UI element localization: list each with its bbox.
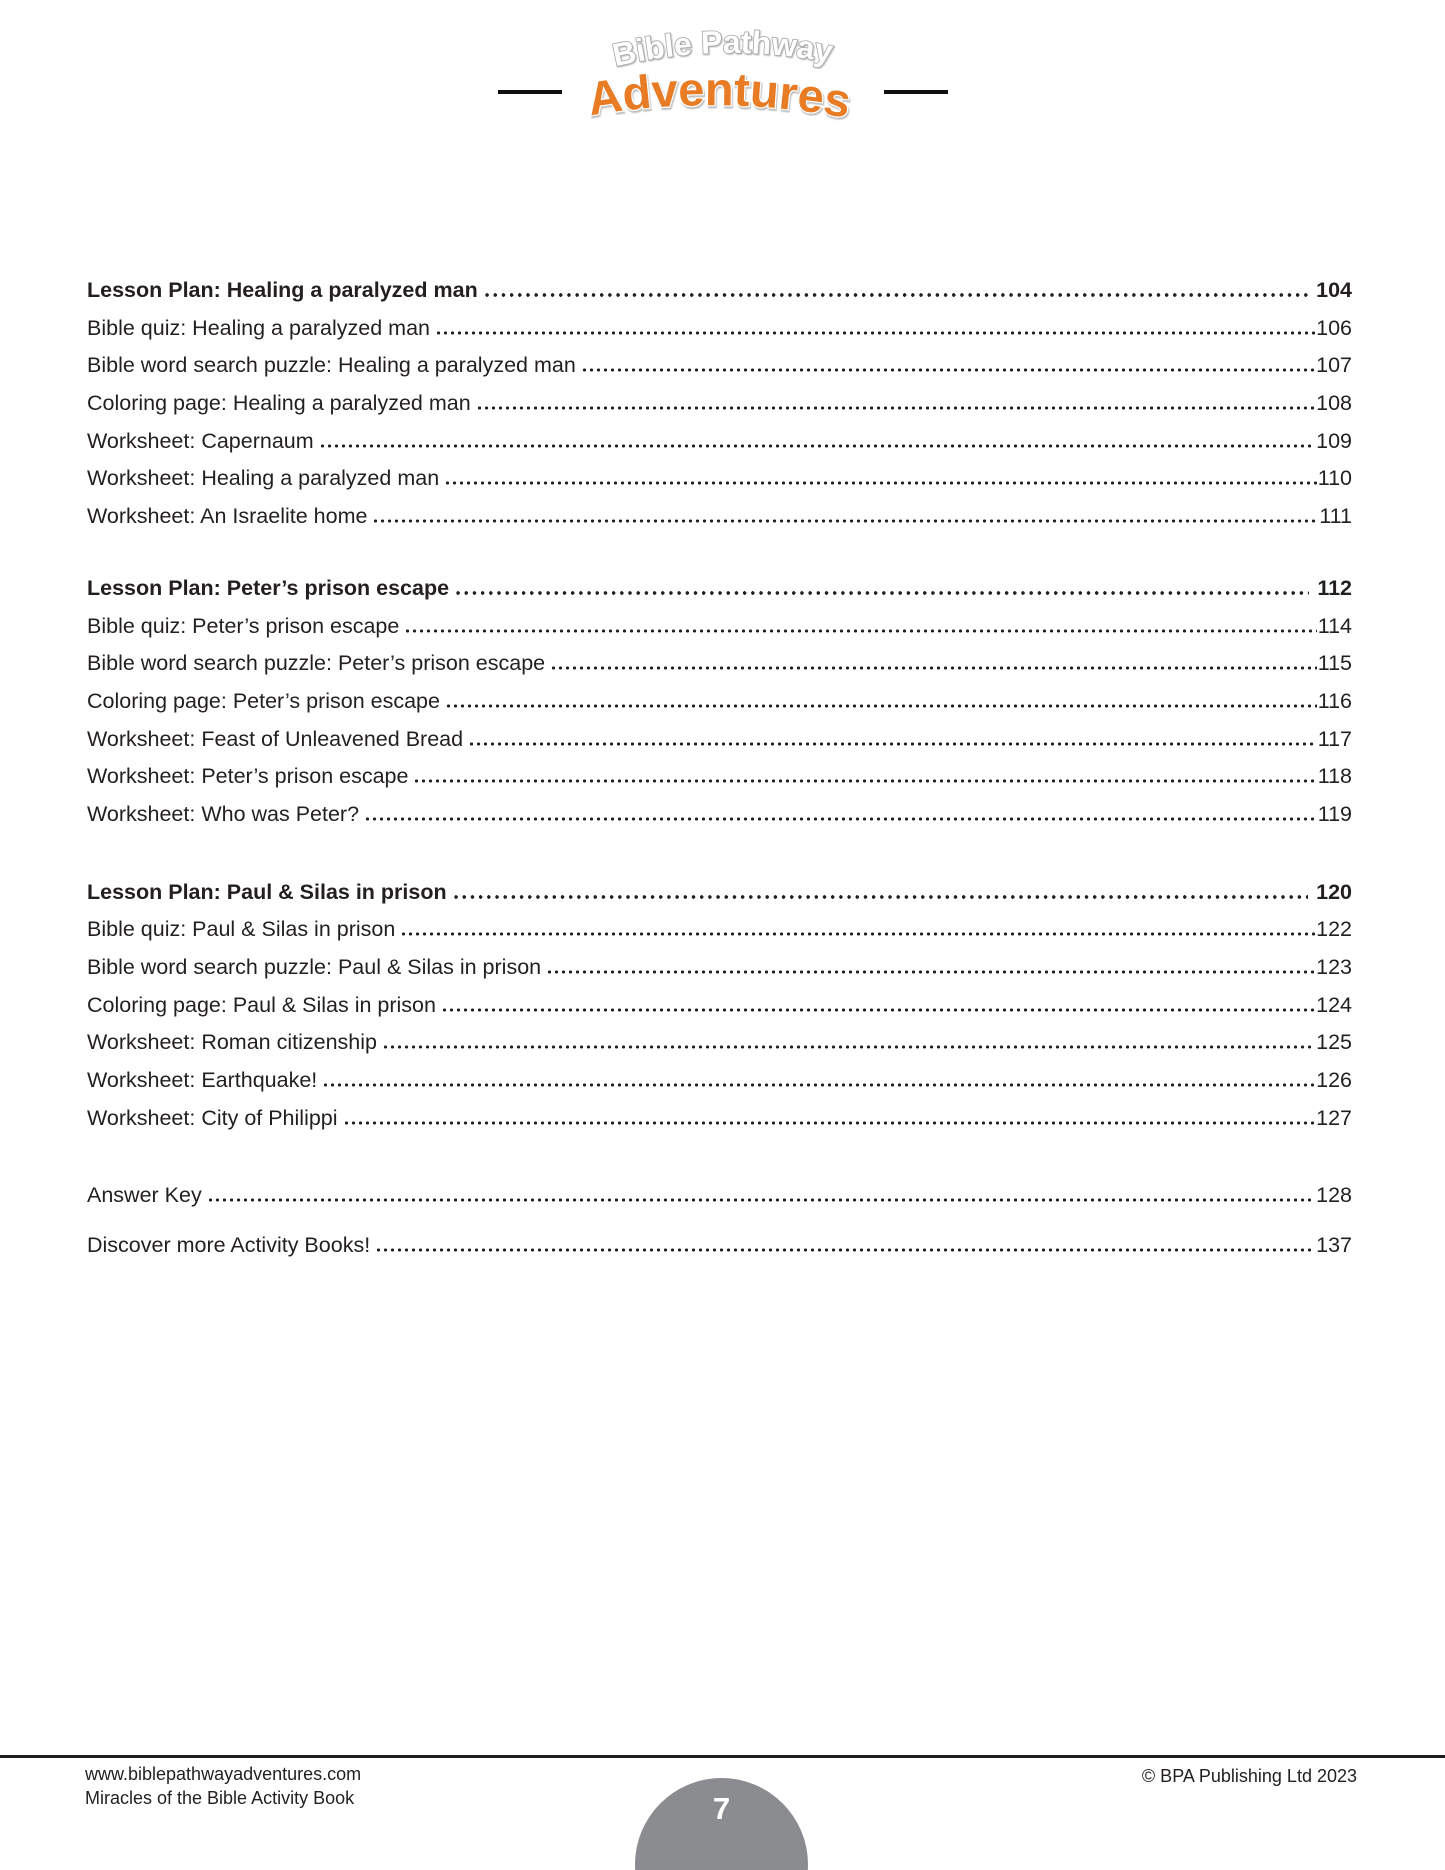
dot-leader [550, 666, 1317, 670]
toc-entry-page: 110 [1317, 466, 1352, 491]
toc-entry[interactable] [87, 353, 1352, 391]
toc-entry-label: Bible quiz: Healing a paralyzed man [87, 315, 431, 340]
dot-leader [546, 970, 1315, 974]
dot-leader [476, 406, 1315, 410]
page-number-badge [635, 1778, 808, 1870]
toc-entry-label: Worksheet: Roman citizenship [87, 1030, 377, 1055]
toc-entry-page: 119 [1317, 801, 1352, 826]
dot-leader [452, 895, 1309, 899]
logo-graphic [493, 24, 953, 136]
toc-section-healing-a-paralyzed-man [87, 278, 1352, 542]
dot-leader [483, 293, 1308, 297]
bible-pathway-adventures-logo [493, 24, 953, 141]
toc-entry-label: Coloring page: Peter’s prison escape [87, 688, 440, 713]
dot-leader [581, 368, 1315, 372]
dot-leader [375, 1248, 1315, 1252]
toc-entry[interactable] [87, 727, 1352, 765]
footer-left-block [85, 1763, 361, 1810]
toc-entry[interactable] [87, 316, 1352, 354]
dot-leader [435, 331, 1315, 335]
toc-entry-page: 114 [1317, 613, 1352, 638]
dot-leader [454, 591, 1309, 595]
dot-leader [322, 1083, 1315, 1087]
toc-entry[interactable] [87, 880, 1352, 918]
toc-entry-label: Lesson Plan: Peter’s prison escape [87, 575, 450, 600]
toc-entry-label: Worksheet: Capernaum [87, 428, 314, 453]
dot-leader [207, 1198, 1315, 1202]
toc-entry-label: Bible word search puzzle: Peter’s prison escape [87, 651, 546, 676]
footer-book-title: Miracles of the Bible Activity Book [85, 1787, 355, 1808]
dot-leader [404, 629, 1316, 633]
toc-entry-page: 108 [1316, 391, 1352, 416]
toc-entry-label: Bible word search puzzle: Healing a paralyzed man [87, 353, 576, 378]
toc-entry-page: 109 [1316, 428, 1352, 453]
toc-entry-page: 116 [1317, 688, 1352, 713]
toc-entry-label: Worksheet: Feast of Unleavened Bread [87, 726, 464, 751]
toc-entry-page: 127 [1316, 1105, 1352, 1130]
toc-entry-answer-key[interactable] [87, 1183, 1352, 1221]
toc-entry-page: 122 [1316, 917, 1352, 942]
toc-entry-label: Worksheet: Healing a paralyzed man [87, 466, 440, 491]
logo-text-line1: Bible Pathway [608, 24, 836, 74]
toc-entry[interactable] [87, 955, 1352, 993]
toc-entry[interactable] [87, 802, 1352, 840]
toc-entry-label: Bible quiz: Paul & Silas in prison [87, 917, 396, 942]
toc-entry-page: 106 [1316, 315, 1352, 340]
dot-leader [441, 1008, 1315, 1012]
dot-leader [400, 932, 1315, 936]
dot-leader [413, 779, 1316, 783]
toc-entry-page: 125 [1316, 1030, 1352, 1055]
toc-entry-label: Discover more Activity Books! [87, 1233, 371, 1258]
toc-entry-label: Coloring page: Healing a paralyzed man [87, 391, 471, 416]
dot-leader [445, 704, 1317, 708]
toc-entry-label: Bible quiz: Peter’s prison escape [87, 613, 400, 638]
toc-entry[interactable] [87, 689, 1352, 727]
toc-entry-label: Worksheet: An Israelite home [87, 504, 368, 529]
toc-entry[interactable] [87, 576, 1352, 614]
toc-entry[interactable] [87, 764, 1352, 802]
toc-section-peters-prison-escape [87, 576, 1352, 840]
toc-entry-page: 123 [1316, 955, 1352, 979]
toc-entry-label: Lesson Plan: Healing a paralyzed man [87, 278, 478, 302]
toc-entry[interactable] [87, 504, 1352, 542]
toc-entry-label: Lesson Plan: Paul & Silas in prison [87, 879, 447, 904]
toc-entry-label: Coloring page: Paul & Silas in prison [87, 992, 436, 1017]
footer-website-url[interactable]: www.biblepathwayadventures.com [85, 1764, 362, 1784]
dot-leader [444, 481, 1317, 485]
toc-entry-page: 126 [1316, 1068, 1352, 1093]
toc-entry[interactable] [87, 466, 1352, 504]
table-of-contents [87, 278, 1352, 1271]
toc-entry-page: 120 [1316, 879, 1352, 904]
toc-entry-page: 124 [1316, 992, 1352, 1017]
dot-leader [319, 444, 1315, 448]
logo-text-line2: Adventures [583, 62, 855, 128]
dot-leader [364, 817, 1317, 821]
toc-entry[interactable] [87, 429, 1352, 467]
dot-leader [343, 1121, 1316, 1125]
toc-entry-label: Worksheet: Peter’s prison escape [87, 764, 409, 789]
toc-entry-label: Worksheet: Who was Peter? [87, 801, 360, 826]
toc-entry[interactable] [87, 278, 1352, 316]
toc-entry[interactable] [87, 651, 1352, 689]
toc-entry[interactable] [87, 1030, 1352, 1068]
toc-entry-page: 112 [1317, 575, 1352, 600]
toc-entry[interactable] [87, 1068, 1352, 1106]
toc-entry[interactable] [87, 917, 1352, 955]
toc-entry-page: 115 [1317, 651, 1352, 676]
dot-leader [468, 742, 1317, 746]
toc-entry-page: 104 [1316, 278, 1352, 302]
footer-copyright: © BPA Publishing Ltd 2023 [1141, 1766, 1357, 1786]
toc-entry[interactable] [87, 993, 1352, 1031]
toc-entry-page: 118 [1317, 764, 1352, 789]
toc-entry-page: 117 [1317, 726, 1352, 751]
toc-section-paul-and-silas-in-prison [87, 880, 1352, 1144]
toc-entry[interactable] [87, 391, 1352, 429]
page-number: 7 [712, 1791, 731, 1826]
toc-entry-page: 137 [1316, 1233, 1352, 1258]
toc-entry-discover-more[interactable] [87, 1233, 1352, 1271]
toc-entry-label: Worksheet: City of Philippi [87, 1105, 338, 1130]
dot-leader [382, 1045, 1315, 1049]
toc-entry-label: Answer Key [87, 1183, 202, 1208]
toc-entry-label: Worksheet: Earthquake! [87, 1068, 318, 1093]
toc-entry-page: 128 [1316, 1183, 1352, 1208]
toc-entry[interactable] [87, 614, 1352, 652]
toc-entry-label: Bible word search puzzle: Paul & Silas in prison [87, 955, 542, 979]
toc-entry[interactable] [87, 1106, 1352, 1144]
dot-leader [372, 519, 1318, 523]
toc-entry-page: 111 [1319, 504, 1352, 529]
footer-divider-rule [0, 1755, 1445, 1758]
toc-entry-page: 107 [1316, 353, 1352, 378]
